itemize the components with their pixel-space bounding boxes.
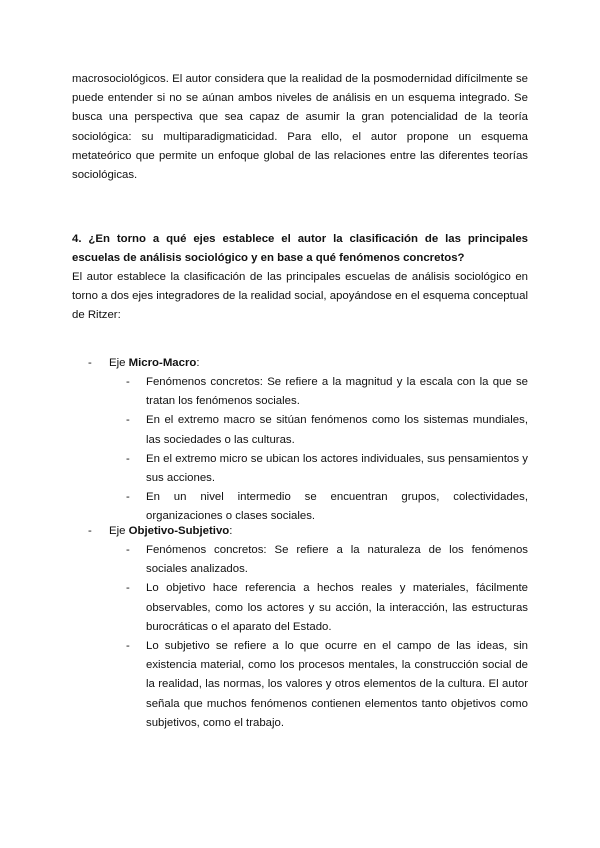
list-item [126, 579, 528, 637]
bullet-marker: - [126, 544, 130, 556]
axis-label [109, 522, 232, 541]
list-item-text: Lo objetivo hace referencia a hechos reales y materiales, fácilmente observables, como los actores y su acción, la interacción, las estructuras burocráticas o el aparato del Estado. [146, 582, 528, 633]
list-item [126, 373, 528, 411]
bullet-marker: - [126, 414, 130, 427]
axis-suffix: : [229, 525, 233, 537]
micro-macro-list [126, 373, 528, 527]
axis-name: Micro-Macro [128, 357, 197, 369]
bullet-marker: - [88, 525, 92, 537]
list-item [126, 411, 528, 449]
axis-prefix: Eje [109, 525, 129, 537]
bullet-marker: - [126, 582, 130, 595]
list-item-text: En el extremo micro se ubican los actores individuales, sus pensamientos y sus acciones. [146, 452, 528, 485]
axis-prefix: Eje [109, 357, 129, 369]
axis-suffix: : [196, 357, 200, 369]
question-heading: 4. ¿En torno a qué ejes establece el autor la clasificación de las principales escuelas de análisis sociológico y en base a qué fenómenos concretos? [72, 233, 528, 265]
intro-paragraph: macrosociológicos. El autor considera que la realidad de la posmodernidad difícilmente se puede entender si no se aúnan ambos niveles de análisis en un esquema integrado. Se busca una perspectiva que sea capaz de asumir la gran potencialidad de la teoría sociológica: su multiparadigmaticidad. Para ello, el autor propone un esquema metateórico que permite un enfoque global de las relaciones entre las diferentes teorías sociológicas. [72, 73, 528, 182]
bullet-marker: - [126, 640, 130, 653]
bullet-marker: - [88, 357, 92, 369]
answer-paragraph: El autor establece la clasificación de las principales escuelas de análisis sociológico en torno a dos ejes integradores de la realidad social, apoyándose en el esquema conceptual de Ritzer: [72, 271, 528, 322]
list-item-text: En el extremo macro se sitúan fenómenos como los sistemas mundiales, las sociedades o las culturas. [146, 414, 528, 446]
bullet-marker: - [126, 452, 130, 465]
list-item-text: Fenómenos concretos: Se refiere a la magnitud y la escala con la que se tratan los fenómenos sociales. [146, 376, 528, 408]
list-item [126, 637, 528, 733]
list-item [126, 488, 528, 526]
axis-label [109, 354, 200, 373]
list-item [126, 450, 528, 488]
objetivo-subjetivo-list [126, 541, 528, 733]
list-item [126, 541, 528, 579]
bullet-marker: - [126, 491, 130, 504]
list-item-text: En un nivel intermedio se encuentran grupos, colectividades, organizaciones o clases sociales. [146, 491, 528, 523]
bullet-marker: - [126, 376, 130, 388]
list-item-text: Lo subjetivo se refiere a lo que ocurre en el campo de las ideas, sin existencia material, como los procesos mentales, la construcción social de la realidad, las normas, los valores y otros elementos de la cultura. El autor señala que muchos fenómenos contienen elementos tanto objetivos como subjetivos, como el trabajo. [146, 640, 528, 729]
list-item-text: Fenómenos concretos: Se refiere a la naturaleza de los fenómenos sociales analizados. [146, 544, 528, 576]
axis-name: Objetivo-Subjetivo [128, 525, 230, 537]
